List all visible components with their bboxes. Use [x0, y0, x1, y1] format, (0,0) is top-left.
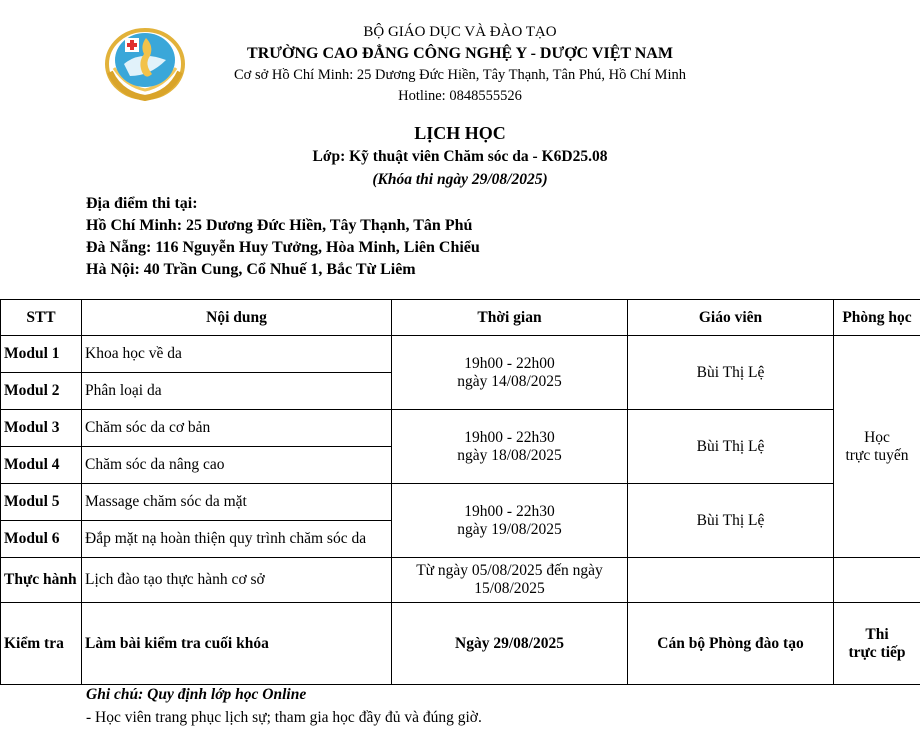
- campus-address: Cơ sở Hồ Chí Minh: 25 Dương Đức Hiền, Tây Thạnh, Tân Phú, Hồ Chí Minh: [234, 67, 686, 83]
- row-stt: Modul 3: [1, 410, 82, 447]
- location-hcm: Hồ Chí Minh: 25 Dương Đức Hiền, Tây Thạnh, Tân Phú: [86, 217, 473, 234]
- row-content: Massage chăm sóc da mặt: [82, 484, 392, 521]
- time-range: 19h00 - 22h00: [464, 354, 555, 372]
- hotline: Hotline: 0848555526: [398, 88, 522, 104]
- exam-room-line-1: Thi: [865, 625, 889, 643]
- time-range: 19h00 - 22h30: [464, 502, 555, 520]
- practice-time: [392, 558, 628, 603]
- location-danang: Đà Nẵng: 116 Nguyễn Huy Tưởng, Hòa Minh, Liên Chiểu: [86, 239, 480, 256]
- table-row: [1, 410, 920, 447]
- practice-stt: Thực hành: [1, 558, 82, 603]
- row-content: Phân loại da: [82, 373, 392, 410]
- row-time: [392, 336, 628, 410]
- practice-teacher: [628, 558, 834, 603]
- row-time: [392, 410, 628, 484]
- row-content: Chăm sóc da cơ bản: [82, 410, 392, 447]
- practice-row: [1, 558, 920, 603]
- row-teacher: Bùi Thị Lệ: [628, 484, 834, 558]
- exam-stt: Kiểm tra: [1, 603, 82, 685]
- location-hanoi: Hà Nội: 40 Trần Cung, Cổ Nhuế 1, Bắc Từ Liêm: [86, 261, 416, 278]
- exam-row: [1, 603, 920, 685]
- page-title: LỊCH HỌC: [414, 123, 506, 143]
- note-item: - Học viên trang phục lịch sự; tham gia học đầy đủ và đúng giờ.: [86, 709, 482, 726]
- exam-date-note: (Khóa thi ngày 29/08/2025): [372, 171, 548, 188]
- room-line-1: Học: [864, 428, 890, 446]
- exam-room-line-2: trực tiếp: [848, 643, 906, 661]
- header-time: Thời gian: [392, 300, 628, 336]
- header-teacher: Giáo viên: [628, 300, 834, 336]
- header-content: Nội dung: [82, 300, 392, 336]
- row-teacher: Bùi Thị Lệ: [628, 410, 834, 484]
- row-content: Chăm sóc da nâng cao: [82, 447, 392, 484]
- row-stt: Modul 2: [1, 373, 82, 410]
- class-name: Lớp: Kỹ thuật viên Chăm sóc da - K6D25.08: [312, 148, 608, 165]
- practice-time-line-2: 15/08/2025: [474, 580, 545, 597]
- exam-time: Ngày 29/08/2025: [392, 603, 628, 685]
- time-date: ngày 19/08/2025: [457, 520, 562, 538]
- exam-room: [834, 603, 920, 685]
- schedule-table: [0, 299, 920, 685]
- row-room-online: [834, 336, 920, 558]
- header-stt: STT: [1, 300, 82, 336]
- school-name: TRƯỜNG CAO ĐẲNG CÔNG NGHỆ Y - DƯỢC VIỆT NAM: [247, 45, 673, 62]
- row-stt: Modul 6: [1, 521, 82, 558]
- time-range: 19h00 - 22h30: [464, 428, 555, 446]
- table-row: [1, 484, 920, 521]
- locations-heading: Địa điểm thi tại:: [86, 195, 198, 212]
- row-stt: Modul 1: [1, 336, 82, 373]
- row-content: Khoa học về da: [82, 336, 392, 373]
- room-line-2: trực tuyến: [845, 446, 909, 464]
- practice-room: [834, 558, 920, 603]
- exam-teacher: Cán bộ Phòng đào tạo: [628, 603, 834, 685]
- row-stt: Modul 5: [1, 484, 82, 521]
- row-content: Đắp mặt nạ hoàn thiện quy trình chăm sóc da: [82, 521, 392, 558]
- row-stt: Modul 4: [1, 447, 82, 484]
- table-header-row: [1, 300, 920, 336]
- row-teacher: Bùi Thị Lệ: [628, 336, 834, 410]
- exam-content: Làm bài kiểm tra cuối khóa: [82, 603, 392, 685]
- header-room: Phòng học: [834, 300, 920, 336]
- practice-time-line-1: Từ ngày 05/08/2025 đến ngày: [416, 562, 603, 579]
- practice-content: Lịch đào tạo thực hành cơ sở: [82, 558, 392, 603]
- time-date: ngày 18/08/2025: [457, 446, 562, 464]
- time-date: ngày 14/08/2025: [457, 372, 562, 390]
- row-time: [392, 484, 628, 558]
- ministry-name: BỘ GIÁO DỤC VÀ ĐÀO TẠO: [363, 24, 557, 40]
- school-logo: [100, 24, 190, 102]
- note-title: Ghi chú: Quy định lớp học Online: [86, 686, 307, 703]
- table-row: [1, 336, 920, 373]
